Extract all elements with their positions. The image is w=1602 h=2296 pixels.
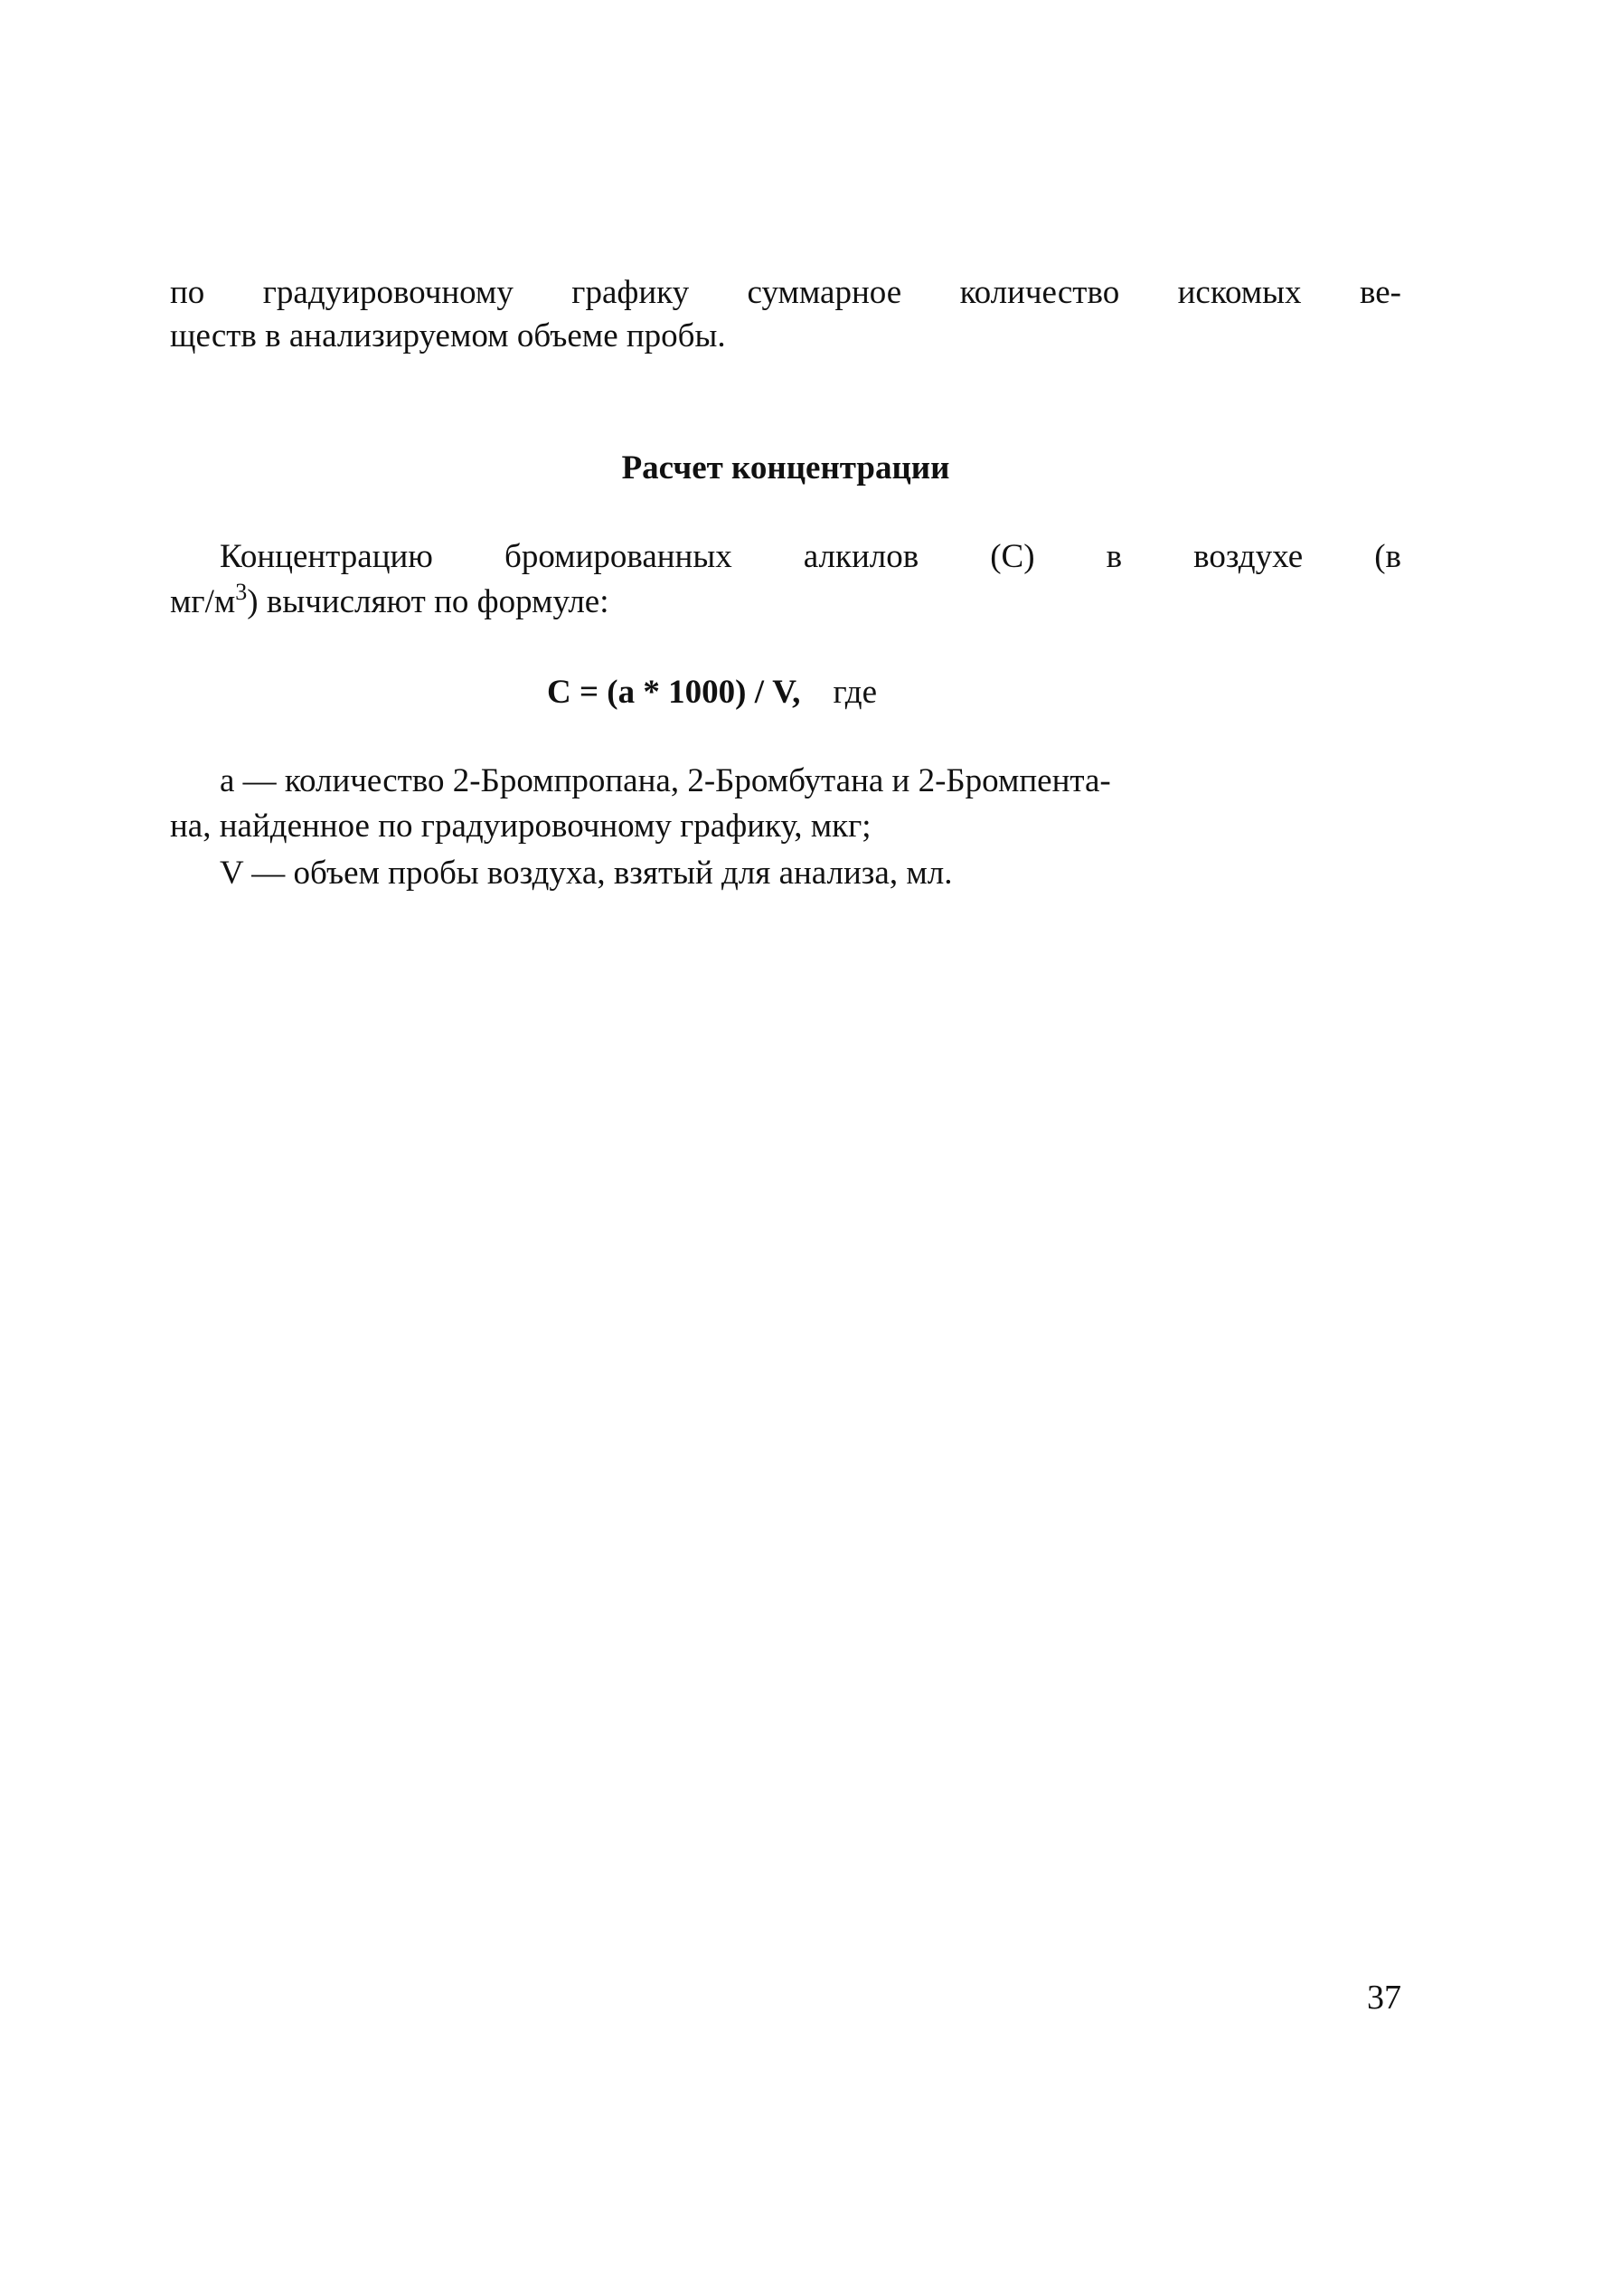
paragraph-2-line-2-text: ) вычисляют по формуле: <box>247 583 609 620</box>
paragraph-1-line-1 <box>170 271 1401 315</box>
word: ве- <box>1359 274 1401 311</box>
paragraph-2-line-1 <box>220 535 1401 579</box>
formula <box>547 671 877 714</box>
word: Концентрацию <box>220 538 433 575</box>
word: количество <box>959 274 1120 311</box>
section-title: Расчет концентрации <box>621 449 950 487</box>
definition-a-line-2: на, найденное по градуировочному графику, мкг; <box>170 808 872 845</box>
word: искомых <box>1177 274 1302 311</box>
page-number: 37 <box>1367 1979 1401 2017</box>
formula-suffix: где <box>833 674 878 711</box>
paragraph-1-line-2: ществ в анализируемом объеме пробы. <box>170 317 726 354</box>
definition-v-line: V — объем пробы воздуха, взятый для анализа, мл. <box>220 855 953 892</box>
word: воздухе <box>1193 538 1304 575</box>
word: (в <box>1374 538 1401 575</box>
word: бромированных <box>504 538 732 575</box>
word: графику <box>571 274 690 311</box>
unit-text: мг/м <box>170 583 236 620</box>
word: в <box>1106 538 1123 575</box>
word: суммарное <box>747 274 902 311</box>
paragraph-2-line-2 <box>170 581 609 624</box>
word: алкилов <box>803 538 919 575</box>
formula-expression: С = (а * 1000) / V, <box>547 674 801 711</box>
word: (С) <box>990 538 1035 575</box>
word: градуировочному <box>262 274 514 311</box>
definition-a-line-1: а — количество 2-Бромпропана, 2-Бромбутана и 2-Бромпента- <box>220 762 1111 799</box>
word: по <box>170 274 205 311</box>
unit-superscript: 3 <box>235 579 248 605</box>
